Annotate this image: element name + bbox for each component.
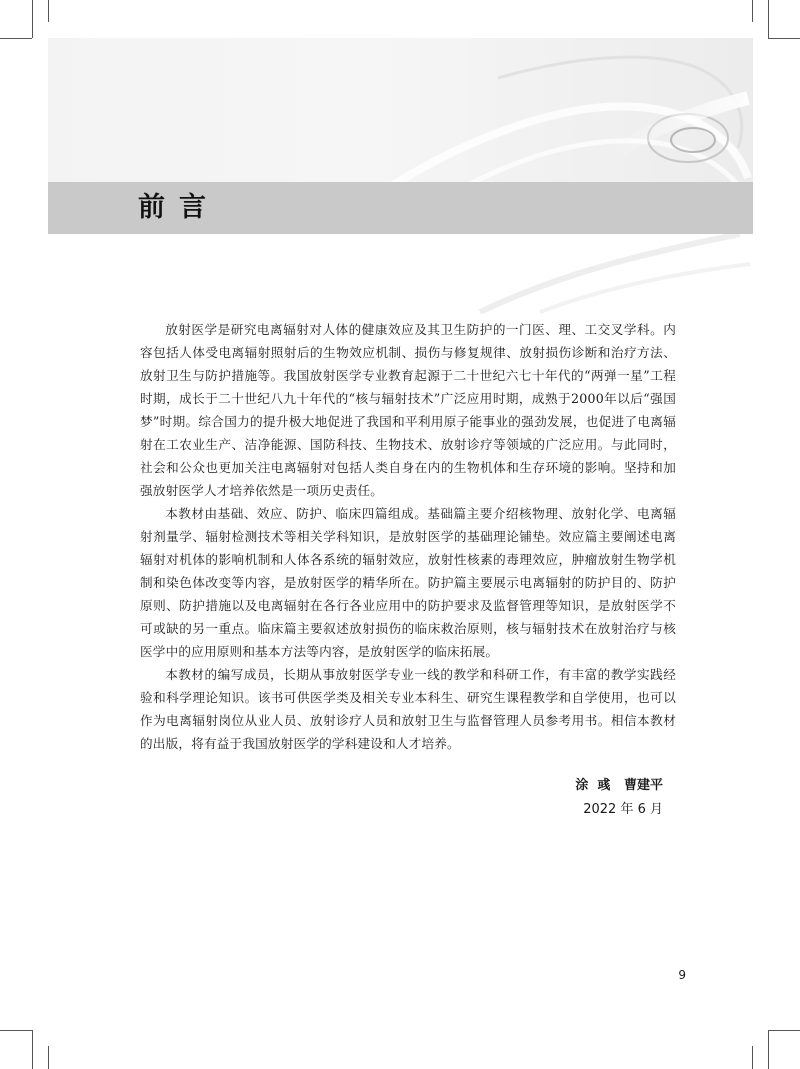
- crop-mark: [768, 1030, 800, 1031]
- crop-mark: [768, 1030, 769, 1069]
- crop-mark: [768, 0, 769, 38]
- page-number: 9: [678, 968, 686, 982]
- author-signature: 涂 彧 曹建平: [575, 778, 663, 793]
- crop-mark: [752, 0, 753, 22]
- decorative-swirl-lower: [440, 234, 760, 314]
- page-title: 前言: [138, 192, 220, 223]
- signature-date: 2022 年 6 月: [583, 802, 663, 817]
- crop-mark: [48, 0, 49, 22]
- crop-mark: [0, 38, 32, 39]
- crop-mark: [32, 0, 33, 38]
- crop-mark: [752, 1046, 753, 1069]
- crop-mark: [0, 1030, 32, 1031]
- crop-mark: [768, 38, 800, 39]
- crop-mark: [48, 1046, 49, 1069]
- paragraph: 放射医学是研究电离辐射对人体的健康效应及其卫生防护的一门医、理、工交叉学科。内容包括人体受电离辐射照射后的生物效应机制、损伤与修复规律、放射损伤诊断和治疗方法、放射卫生与防护措施等。我国放射医学专业教育起源于二十世纪六七十年代的“两弹一星”工程时期，成长于二十世纪八九十年代的“核与辐射技术”广泛应用时期，成熟于2000年以后“强国梦”时期。综合国力的提升极大地促进了我国和平利用原子能事业的强劲发展，也促进了电离辐射在工农业生产、洁净能源、国防科技、生物技术、放射诊疗等领域的广泛应用。与此同时，社会和公众也更加关注电离辐射对包括人类自身在内的生物机体和生存环境的影响。坚持和加强放射医学人才培养依然是一项历史责任。: [140, 322, 676, 498]
- paragraph: 本教材的编写成员，长期从事放射医学专业一线的教学和科研工作，有丰富的教学实践经验和科学理论知识。该书可供医学类及相关专业本科生、研究生课程教学和自学使用，也可以作为电离辐射岗位从业人员、放射诊疗人员和放射卫生与监督管理人员参考用书。相信本教材的出版，将有益于我国放射医学的学科建设和人才培养。: [140, 667, 676, 751]
- paragraph: 本教材由基础、效应、防护、临床四篇组成。基础篇主要介绍核物理、放射化学、电离辐射剂量学、辐射检测技术等相关学科知识，是放射医学的基础理论铺垫。效应篇主要阐述电离辐射对机体的影响机制和人体各系统的辐射效应，放射性核素的毒理效应，肿瘤放射生物学机制和染色体改变等内容，是放射医学的精华所在。防护篇主要展示电离辐射的防护目的、防护原则、防护措施以及电离辐射在各行各业应用中的防护要求及监督管理等知识，是放射医学不可或缺的另一重点。临床篇主要叙述放射损伤的临床救治原则，核与辐射技术在放射治疗与核医学中的应用原则和基本方法等内容，是放射医学的临床拓展。: [140, 506, 676, 659]
- crop-mark: [32, 1030, 33, 1069]
- preface-body: [140, 318, 676, 755]
